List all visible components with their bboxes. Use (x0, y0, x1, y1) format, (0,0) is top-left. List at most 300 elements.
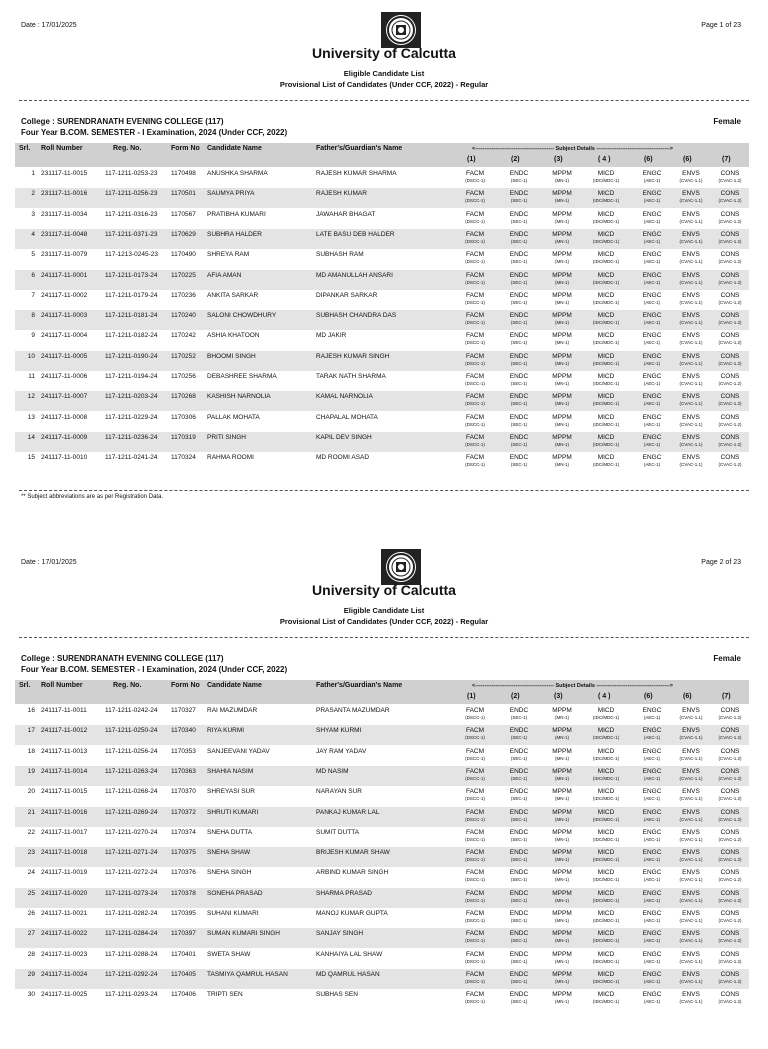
subject-code: ENDC (509, 170, 529, 177)
subject-code: CONS (720, 190, 740, 198)
subject-code: MPPM (552, 210, 572, 218)
header-name: Candidate Name (207, 145, 262, 152)
subject-type: (SEC-1) (510, 816, 528, 822)
header-father: Father's/Guardian's Name (316, 682, 403, 689)
subject-code: ENDC (509, 312, 529, 320)
father-name-cell: RAJESH KUMAR SINGH (316, 352, 390, 360)
subject-code: MICD (597, 828, 615, 836)
subject-type: (MN-1) (555, 978, 569, 984)
subject-type: (CVAC-1.2) (718, 259, 742, 265)
subject-cell (671, 869, 711, 882)
subject-code: FACM (465, 950, 485, 958)
subject-type: (SEC-1) (510, 877, 528, 883)
subject-type: (DSCC-1) (465, 999, 485, 1005)
subject-code: ENGC (642, 930, 662, 938)
subject-cell (499, 312, 539, 325)
subject-type: (SEC-1) (510, 299, 528, 305)
subject-type: (DSCC-1) (465, 381, 485, 386)
subject-code: MICD (597, 332, 615, 340)
table-row (15, 412, 749, 432)
subject-cell (542, 393, 582, 406)
table-row (15, 249, 749, 269)
subject-cell (632, 869, 672, 882)
form-cell: 1170372 (171, 808, 196, 816)
subject-cell (586, 910, 626, 923)
subject-type: (DSCC-1) (465, 360, 485, 366)
form-cell: 1170567 (171, 210, 196, 218)
subject-cell (586, 829, 626, 842)
subject-code: ENGC (642, 271, 662, 279)
candidate-name-cell: KASHISH NARNOLIA (207, 393, 271, 401)
page-1 (0, 0, 768, 512)
subject-code: FACM (465, 849, 485, 857)
subject-cell (542, 748, 582, 761)
subject-cell (632, 768, 672, 781)
subject-cell (671, 373, 711, 386)
subject-type: (DSCC-1) (465, 320, 485, 326)
father-name-cell: SANJAY SINGH (316, 930, 364, 938)
srl-cell: 12 (27, 393, 35, 401)
subject-type: (MN-1) (555, 897, 569, 903)
subject-type: (CVAC-1.1) (679, 238, 703, 244)
subject-cell (586, 292, 626, 305)
subject-type: (CVAC-1.1) (679, 796, 703, 802)
subject-code: FACM (465, 251, 485, 259)
subject-cell (671, 910, 711, 923)
form-cell: 1170268 (171, 393, 196, 401)
subject-code: ENGC (642, 950, 662, 958)
subject-cell (671, 748, 711, 761)
subject-cell (455, 748, 495, 761)
subject-code: FACM (465, 291, 485, 299)
subject-cell (710, 231, 750, 244)
subject-code: MICD (597, 291, 615, 299)
subject-type: (AEC-1) (643, 755, 661, 761)
subject-type: (IDC/MDC-1) (592, 259, 620, 265)
subject-cell (499, 809, 539, 822)
candidate-name-cell: SHAHIA NASIM (207, 767, 254, 775)
subject-code: MPPM (552, 808, 572, 816)
subject-cell (586, 930, 626, 943)
subject-type: (CVAC-1.2) (718, 360, 742, 366)
subject-type: (AEC-1) (643, 238, 661, 244)
subject-cell (671, 434, 711, 447)
subject-code: ENDC (509, 413, 529, 421)
subject-code: ENDC (509, 828, 529, 836)
roll-cell: 241117-11-0004 (41, 332, 88, 340)
subject-type: (DSCC-1) (465, 462, 485, 468)
subject-cell (542, 211, 582, 224)
subject-code: FACM (465, 970, 485, 978)
subject-code: MPPM (552, 170, 572, 177)
subject-cell (671, 829, 711, 842)
subject-type: (CVAC-1.2) (718, 877, 742, 883)
table-row (15, 209, 749, 229)
subject-code: CONS (720, 352, 740, 360)
subject-type: (CVAC-1.2) (718, 897, 742, 903)
subject-code: CONS (720, 910, 740, 917)
subject-cell (542, 292, 582, 305)
subject-code: MICD (597, 930, 615, 938)
form-cell: 1170629 (171, 230, 196, 238)
subject-cell (671, 414, 711, 427)
subject-type: (CVAC-1.1) (679, 401, 703, 407)
roll-cell: 241117-11-0016 (41, 808, 88, 816)
srl-cell: 2 (31, 190, 35, 198)
subject-cell (710, 211, 750, 224)
subject-code: MPPM (552, 312, 572, 320)
subject-code: MICD (597, 413, 615, 421)
subject-type: (CVAC-1.2) (718, 796, 742, 802)
srl-cell: 3 (31, 210, 35, 218)
subject-type: (MN-1) (555, 999, 569, 1005)
subject-code: ENVS (682, 413, 700, 421)
subject-type: (DSCC-1) (465, 421, 485, 427)
subject-cell (586, 869, 626, 882)
subject-code: ENVS (682, 352, 700, 360)
subject-cell (542, 312, 582, 325)
subject-type: (SEC-1) (510, 735, 528, 741)
subject-type: (CVAC-1.2) (718, 381, 742, 386)
subject-code: MICD (597, 910, 615, 917)
subject-type: (DSCC-1) (465, 279, 485, 285)
subject-type: (MN-1) (555, 918, 569, 923)
subject-type: (IDC/MDC-1) (592, 816, 620, 822)
subject-code: ENDC (509, 251, 529, 259)
srl-cell: 21 (27, 808, 35, 816)
subject-type: (IDC/MDC-1) (592, 999, 620, 1005)
subject-type: (MN-1) (555, 775, 569, 781)
subject-code: ENDC (509, 767, 529, 775)
table-row (15, 847, 749, 867)
srl-cell: 4 (31, 230, 35, 238)
subject-cell (710, 393, 750, 406)
dashed-divider (19, 637, 749, 638)
subject-type: (CVAC-1.1) (679, 320, 703, 326)
subject-code: ENGC (642, 849, 662, 857)
subject-cell (499, 170, 539, 183)
subject-cell (542, 373, 582, 386)
subject-cell (671, 312, 711, 325)
father-name-cell: ARBIND KUMAR SINGH (316, 869, 389, 877)
subject-code: ENGC (642, 808, 662, 816)
candidate-name-cell: RIYA KURMI (207, 727, 245, 735)
table-row (15, 705, 749, 725)
subject-type: (DSCC-1) (465, 877, 485, 883)
subject-cell (542, 768, 582, 781)
table-row (15, 746, 749, 766)
subject-code: MICD (597, 312, 615, 320)
subject-cell (710, 353, 750, 366)
subject-type: (CVAC-1.1) (679, 381, 703, 386)
subject-cell (671, 849, 711, 862)
subject-cell (499, 910, 539, 923)
subject-cell (455, 312, 495, 325)
subject-cell (455, 910, 495, 923)
candidate-name-cell: PRATIBHA KUMARI (207, 210, 266, 218)
subject-type: (CVAC-1.2) (718, 279, 742, 285)
srl-cell: 8 (31, 312, 35, 320)
subject-type: (DSCC-1) (465, 755, 485, 761)
subject-type: (DSCC-1) (465, 299, 485, 305)
subject-type: (SEC-1) (510, 938, 528, 944)
subject-code: ENGC (642, 991, 662, 999)
subject-code: CONS (720, 849, 740, 857)
subject-type: (AEC-1) (643, 999, 661, 1005)
table-row (15, 351, 749, 371)
father-name-cell: LATE BASU DEB HALDER (316, 230, 395, 238)
subject-cell (455, 272, 495, 285)
subject-code: ENDC (509, 707, 529, 714)
subject-cell (455, 930, 495, 943)
form-cell: 1170327 (171, 707, 196, 714)
header-reg: Reg. No. (113, 682, 142, 689)
form-cell: 1170240 (171, 312, 196, 320)
subject-cell (586, 951, 626, 964)
subject-code: ENGC (642, 251, 662, 259)
subject-cell (710, 373, 750, 386)
subject-type: (SEC-1) (510, 836, 528, 842)
father-name-cell: SHARMA PRASAD (316, 889, 372, 897)
table-row (15, 807, 749, 827)
form-cell: 1170401 (171, 950, 196, 958)
subject-type: (SEC-1) (510, 775, 528, 781)
subject-type: (SEC-1) (510, 218, 528, 224)
subject-code: ENGC (642, 373, 662, 380)
subject-type: (IDC/MDC-1) (592, 857, 620, 863)
subject-cell (671, 393, 711, 406)
subject-code: CONS (720, 869, 740, 877)
subject-cell (710, 332, 750, 345)
roll-cell: 231117-11-0034 (41, 210, 88, 218)
subject-code: MICD (597, 950, 615, 958)
subject-cell (632, 707, 672, 720)
subject-code: CONS (720, 170, 740, 177)
subject-type: (DSCC-1) (465, 775, 485, 781)
father-name-cell: MD NASIM (316, 767, 349, 775)
subject-type: (CVAC-1.1) (679, 462, 703, 468)
subject-type: (DSCC-1) (465, 857, 485, 863)
reg-cell: 117-1211-0179-24 (105, 291, 158, 299)
date-label: Date : 17/01/2025 (21, 22, 77, 29)
roll-cell: 241117-11-0023 (41, 950, 88, 958)
subject-code: MICD (597, 230, 615, 238)
form-cell: 1170256 (171, 373, 196, 380)
subject-cell (632, 373, 672, 386)
subject-code: MICD (597, 271, 615, 279)
subject-type: (MN-1) (555, 836, 569, 842)
subject-cell (542, 190, 582, 203)
subject-cell (586, 727, 626, 740)
subject-code: CONS (720, 767, 740, 775)
father-name-cell: SUMIT DUTTA (316, 828, 360, 836)
subject-cell (455, 373, 495, 386)
father-name-cell: PRASANTA MAZUMDAR (316, 707, 390, 714)
subject-cell (586, 809, 626, 822)
subject-code: MICD (597, 767, 615, 775)
subject-cell (455, 414, 495, 427)
dashed-divider (19, 100, 749, 101)
father-name-cell: KAPIL DEV SINGH (316, 433, 372, 441)
subject-cell (632, 231, 672, 244)
subject-type: (SEC-1) (510, 857, 528, 863)
subject-code: FACM (465, 828, 485, 836)
subject-cell (710, 951, 750, 964)
subject-code: FACM (465, 393, 485, 401)
subject-type: (CVAC-1.2) (718, 735, 742, 741)
subject-code: ENVS (682, 869, 700, 877)
subject-cell (710, 292, 750, 305)
subject-code: MPPM (552, 332, 572, 340)
subject-type: (CVAC-1.2) (718, 918, 742, 923)
subject-code: MICD (597, 352, 615, 360)
subject-code: MICD (597, 970, 615, 978)
subject-cell (671, 809, 711, 822)
candidate-name-cell: SUBHRA HALDER (207, 230, 262, 238)
subject-code: CONS (720, 828, 740, 836)
subject-code: FACM (465, 170, 485, 177)
subject-type: (DSCC-1) (465, 796, 485, 802)
subject-code: MICD (597, 869, 615, 877)
form-cell: 1170395 (171, 910, 196, 917)
university-title: University of Calcutta (312, 45, 456, 61)
subject-code: CONS (720, 727, 740, 735)
table-row (15, 168, 749, 188)
subject-cell (586, 231, 626, 244)
subject-cell (455, 971, 495, 984)
subject-code: MICD (597, 849, 615, 857)
reg-cell: 117-1211-0241-24 (105, 454, 158, 462)
subject-type: (AEC-1) (643, 401, 661, 407)
subject-type: (DSCC-1) (465, 918, 485, 923)
table-row (15, 908, 749, 928)
candidate-name-cell: PALLAK MOHATA (207, 413, 260, 421)
subject-cell (542, 434, 582, 447)
subject-code: CONS (720, 230, 740, 238)
subject-code: ENDC (509, 950, 529, 958)
subject-cell (455, 788, 495, 801)
subject-cell (710, 312, 750, 325)
subject-code: ENGC (642, 767, 662, 775)
subject-cell (632, 170, 672, 183)
subject-type: (SEC-1) (510, 279, 528, 285)
subject-cell (499, 414, 539, 427)
subject-type: (CVAC-1.1) (679, 958, 703, 964)
subject-cell (710, 971, 750, 984)
subject-code: MICD (597, 251, 615, 259)
list-title: Eligible Candidate List (343, 606, 425, 615)
reg-cell: 117-1211-0229-24 (105, 413, 158, 421)
srl-cell: 30 (27, 991, 35, 999)
subject-type: (CVAC-1.2) (718, 238, 742, 244)
subject-type: (MN-1) (555, 401, 569, 407)
subject-code: ENVS (682, 170, 700, 177)
subject-cell (632, 727, 672, 740)
subject-type: (CVAC-1.2) (718, 755, 742, 761)
table-row (15, 989, 749, 1009)
subject-code: CONS (720, 393, 740, 401)
subject-cell (632, 849, 672, 862)
subject-code: ENVS (682, 950, 700, 958)
subject-code: ENVS (682, 910, 700, 917)
subject-code: CONS (720, 454, 740, 462)
subject-cell (542, 414, 582, 427)
subject-code: FACM (465, 312, 485, 320)
subject-type: (AEC-1) (643, 897, 661, 903)
srl-cell: 23 (27, 849, 35, 857)
subject-cell (586, 971, 626, 984)
subject-cell (671, 991, 711, 1004)
subject-type: (CVAC-1.1) (679, 755, 703, 761)
subject-type: (DSCC-1) (465, 897, 485, 903)
subject-type: (MN-1) (555, 259, 569, 265)
form-cell: 1170225 (171, 271, 196, 279)
reg-cell: 117-1211-0292-24 (105, 970, 158, 978)
subject-cell (671, 272, 711, 285)
header-srl: Srl. (19, 682, 31, 689)
subject-code: FACM (465, 727, 485, 735)
form-cell: 1170252 (171, 352, 196, 360)
srl-cell: 28 (27, 950, 35, 958)
candidate-name-cell: RAI MAZUMDAR (207, 707, 258, 714)
subject-cell (499, 190, 539, 203)
reg-cell: 117-1211-0268-24 (105, 788, 158, 796)
subject-code: ENVS (682, 828, 700, 836)
subject-code: ENGC (642, 190, 662, 198)
subject-type: (CVAC-1.1) (679, 816, 703, 822)
subject-code: ENGC (642, 433, 662, 441)
subject-cell (710, 809, 750, 822)
subject-cell (632, 211, 672, 224)
subject-cell (499, 930, 539, 943)
candidate-name-cell: PRITI SINGH (207, 433, 247, 441)
subject-cell (542, 272, 582, 285)
header-subject-col-7: (7) (722, 693, 731, 700)
subject-code: CONS (720, 433, 740, 441)
reg-cell: 117-1211-0256-24 (105, 747, 158, 755)
subject-code: MPPM (552, 271, 572, 279)
subject-code: ENVS (682, 727, 700, 735)
srl-cell: 10 (27, 352, 35, 360)
srl-cell: 17 (27, 727, 35, 735)
subject-type: (CVAC-1.1) (679, 918, 703, 923)
subject-type: (SEC-1) (510, 360, 528, 366)
table-row (15, 330, 749, 350)
subject-code: MPPM (552, 970, 572, 978)
subject-code: MPPM (552, 788, 572, 796)
subject-code: ENVS (682, 889, 700, 897)
subject-code: ENDC (509, 190, 529, 198)
subject-type: (AEC-1) (643, 978, 661, 984)
subject-code: ENGC (642, 747, 662, 755)
subject-cell (455, 393, 495, 406)
subject-type: (DSCC-1) (465, 259, 485, 265)
candidate-name-cell: ASHIA KHATOON (207, 332, 260, 340)
subject-code: ENDC (509, 849, 529, 857)
subject-cell (710, 869, 750, 882)
reg-cell: 117-1211-0250-24 (105, 727, 158, 735)
subject-type: (CVAC-1.1) (679, 978, 703, 984)
subject-code: FACM (465, 454, 485, 462)
father-name-cell: RAJESH KUMAR (316, 190, 367, 198)
father-name-cell: MANOJ KUMAR GUPTA (316, 910, 388, 917)
subject-code: FACM (465, 747, 485, 755)
subject-code: ENDC (509, 352, 529, 360)
subject-code: ENDC (509, 788, 529, 796)
subject-cell (632, 434, 672, 447)
subject-code: CONS (720, 251, 740, 259)
subject-type: (CVAC-1.2) (718, 218, 742, 224)
